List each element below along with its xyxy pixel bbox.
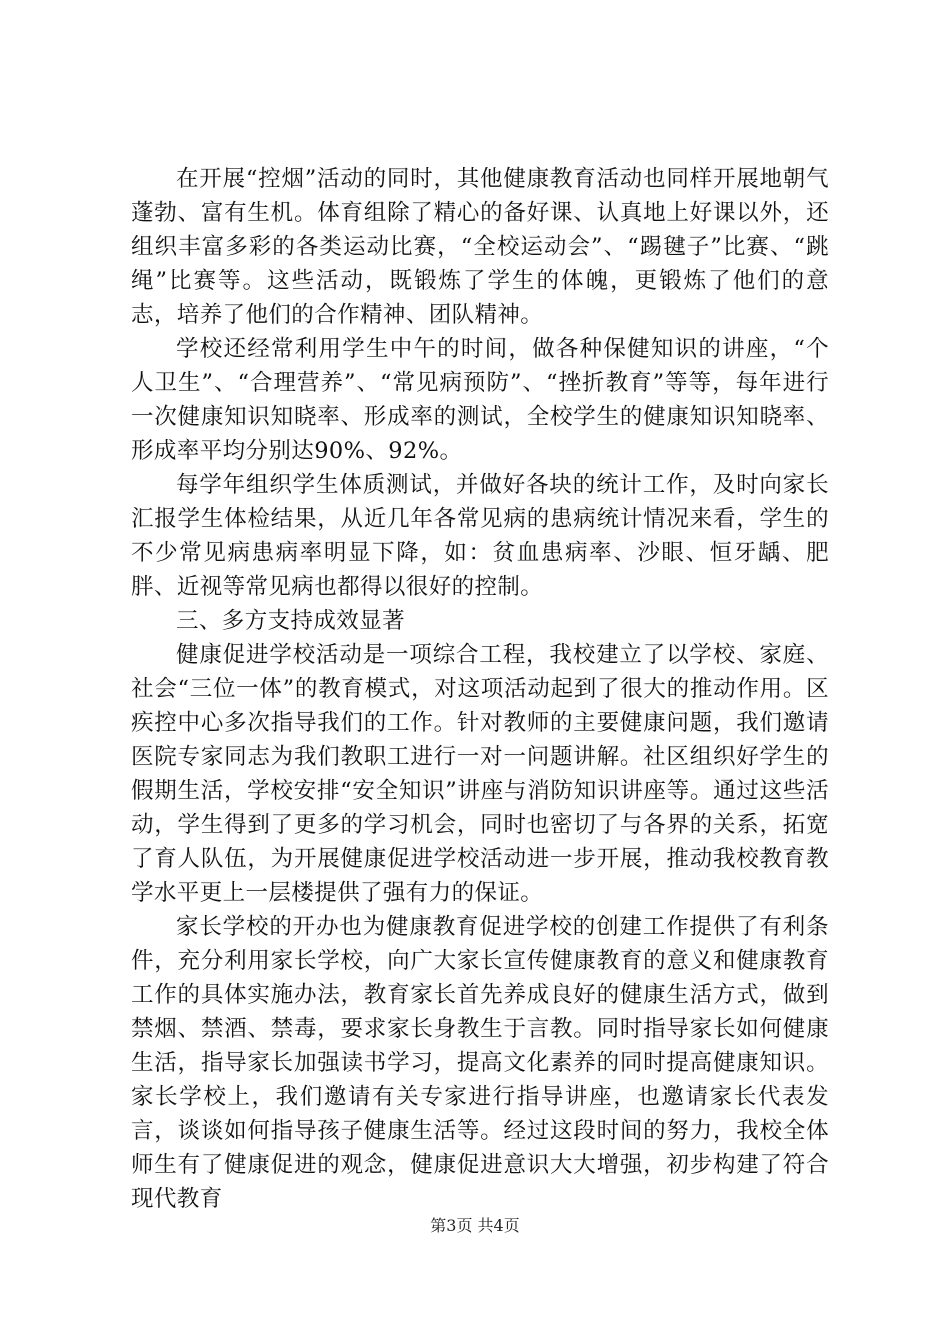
paragraph-comprehensive-project: 健康促进学校活动是一项综合工程，我校建立了以学校、家庭、社会“三位一体”的教育模式，对这项活动起到了很大的推动作用。区疾控中心多次指导我们的工作。针对教师的主要健康问题，我们邀请医院专家同志为我们教职工进行一对一问题讲解。社区组织好学生的假期生活，学校安排“安全知识”讲座与消防知识讲座等。通过这些活动，学生得到了更多的学习机会，同时也密切了与各界的关系，拓宽了育人队伍，为开展健康促进学校活动进一步开展，推动我校教育教学水平更上一层楼提供了强有力的保证。 <box>131 642 829 906</box>
paragraph-parent-school: 家长学校的开办也为健康教育促进学校的创建工作提供了有利条件，充分利用家长学校，向广大家长宣传健康教育的意义和健康教育工作的具体实施办法，教育家长首先养成良好的健康生活方式，做到禁烟、禁酒、禁毒，要求家长身教生于言教。同时指导家长如何健康生活，指导家长加强读书学习，提高文化素养的同时提高健康知识。家长学校上，我们邀请有关专家进行指导讲座，也邀请家长代表发言，谈谈如何指导孩子健康生活等。经过这段时间的努力，我校全体师生有了健康促进的观念，健康促进意识大大增强，初步构建了符合现代教育 <box>131 914 829 1212</box>
page-number-footer: 第3页 共4页 <box>430 1216 520 1235</box>
document-body <box>131 162 829 1216</box>
paragraph-lectures: 学校还经常利用学生中午的时间，做各种保健知识的讲座，“个人卫生”、“合理营养”、“常见病预防”、“挫折教育”等等，每年进行一次健康知识知晓率、形成率的测试，全校学生的健康知识知晓率、形成率平均分别达90%、92%。 <box>131 336 829 464</box>
paragraph-activities: 在开展“控烟”活动的同时，其他健康教育活动也同样开展地朝气蓬勃、富有生机。体育组除了精心的备好课、认真地上好课以外，还组织丰富多彩的各类运动比赛，“全校运动会”、“踢毽子”比赛、“跳绳”比赛等。这些活动，既锻炼了学生的体魄，更锻炼了他们的意志，培养了他们的合作精神、团队精神。 <box>131 166 829 328</box>
paragraph-physical-tests: 每学年组织学生体质测试，并做好各块的统计工作，及时向家长汇报学生体检结果，从近几年各常见病的患病统计情况来看，学生的不少常见病患病率明显下降，如：贫血患病率、沙眼、恒牙龋、肥胖、近视等常见病也都得以很好的控制。 <box>131 472 829 600</box>
section-heading: 三、多方支持成效显著 <box>176 608 406 634</box>
